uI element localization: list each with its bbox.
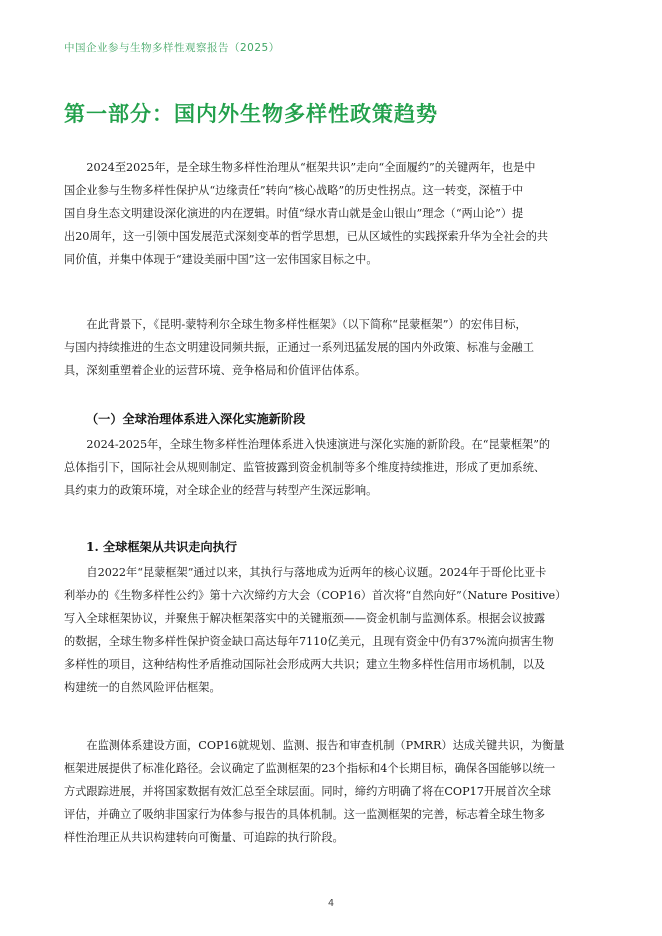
text-line: 具约束力的政策环境，对全球企业的经营与转型产生深远影响。 bbox=[64, 484, 378, 497]
text-line: 自2022年“昆蒙框架”通过以来，其执行与落地成为近两年的核心议题。2024年于哥伦比亚卡 bbox=[86, 566, 547, 579]
part-title: 第一部分：国内外生物多样性政策趋势 bbox=[64, 102, 438, 126]
text-line: 框架进展提供了标准化路径。会议确定了监测框架的23个指标和4个长期目标，确保各国能够以统一 bbox=[64, 762, 556, 775]
text-line: 的数据，全球生物多样性保护资金缺口高达每年7110亿美元，且现有资金中仍有37%流向损害生物 bbox=[64, 635, 554, 648]
text-line: 2024-2025年，全球生物多样性治理体系进入快速演进与深化实施的新阶段。在“昆蒙框架”的 bbox=[86, 438, 551, 451]
running-header: 中国企业参与生物多样性观察报告（2025） bbox=[64, 42, 280, 54]
text-line: 2024至2025年，是全球生物多样性治理从“框架共识”走向“全面履约”的关键两年，也是中 bbox=[86, 161, 536, 174]
text-line: 国自身生态文明建设深化演进的内在逻辑。时值“绿水青山就是金山银山”理念（“两山论”）提 bbox=[64, 207, 524, 220]
text-line: 在此背景下，《昆明-蒙特利尔全球生物多样性框架》（以下简称“昆蒙框架”）的宏伟目标， bbox=[86, 318, 527, 331]
text-line: 多样性的项目，这种结构性矛盾推动国际社会形成两大共识；建立生物多样性信用市场机制，以及 bbox=[64, 658, 546, 671]
text-line: 方式跟踪进展，并将国家数据有效汇总至全球层面。同时，缔约方明确了将在COP17开展首次全球 bbox=[64, 785, 551, 798]
paragraph-intro bbox=[64, 156, 604, 271]
text-line: 具，深刻重塑着企业的运营环境、竞争格局和价值评估体系。 bbox=[64, 364, 367, 377]
text-line: 与国内持续推进的生态文明建设同频共振，正通过一系列迅猛发展的国内外政策、标准与金融工 bbox=[64, 341, 534, 354]
subsection-heading: 1. 全球框架从共识走向执行 bbox=[86, 540, 238, 554]
paragraph-cop16 bbox=[64, 561, 604, 699]
text-line: 样性治理正从共识构建转向可衡量、可追踪的执行阶段。 bbox=[64, 831, 344, 844]
text-line: 出20周年，这一引领中国发展范式深刻变革的哲学思想，已从区域性的实践探索升华为全社会的共 bbox=[64, 230, 549, 243]
text-line: 在监测体系建设方面，COP16就规划、监测、报告和审查机制（PMRR）达成关键共识，为衡量 bbox=[86, 739, 565, 752]
section-heading: （一）全球治理体系进入深化实施新阶段 bbox=[86, 412, 306, 426]
text-line: 写入全球框架协议，并聚焦于解决框架落实中的关键瓶颈——资金机制与监测体系。根据会议披露 bbox=[64, 612, 546, 625]
paragraph-background bbox=[64, 313, 604, 382]
text-line: 利举办的《生物多样性公约》第十六次缔约方大会（COP16）首次将“自然向好”（Nature Positive） bbox=[64, 589, 567, 602]
page-number: 4 bbox=[327, 898, 335, 909]
paragraph-monitoring bbox=[64, 734, 604, 849]
text-line: 总体指引下，国际社会从规则制定、监管披露到资金机制等多个维度持续推进，形成了更加系统、 bbox=[64, 461, 546, 474]
paragraph-section-intro bbox=[64, 433, 604, 502]
text-line: 评估，并确立了吸纳非国家行为体参与报告的具体机制。这一监测框架的完善，标志着全球生物多 bbox=[64, 808, 546, 821]
text-line: 同价值，并集中体现于“建设美丽中国”这一宏伟国家目标之中。 bbox=[64, 253, 378, 266]
text-line: 国企业参与生物多样性保护从“边缘责任”转向“核心战略”的历史性拐点。这一转变，深植于中 bbox=[64, 184, 524, 197]
text-line: 构建统一的自然风险评估框架。 bbox=[64, 681, 221, 694]
